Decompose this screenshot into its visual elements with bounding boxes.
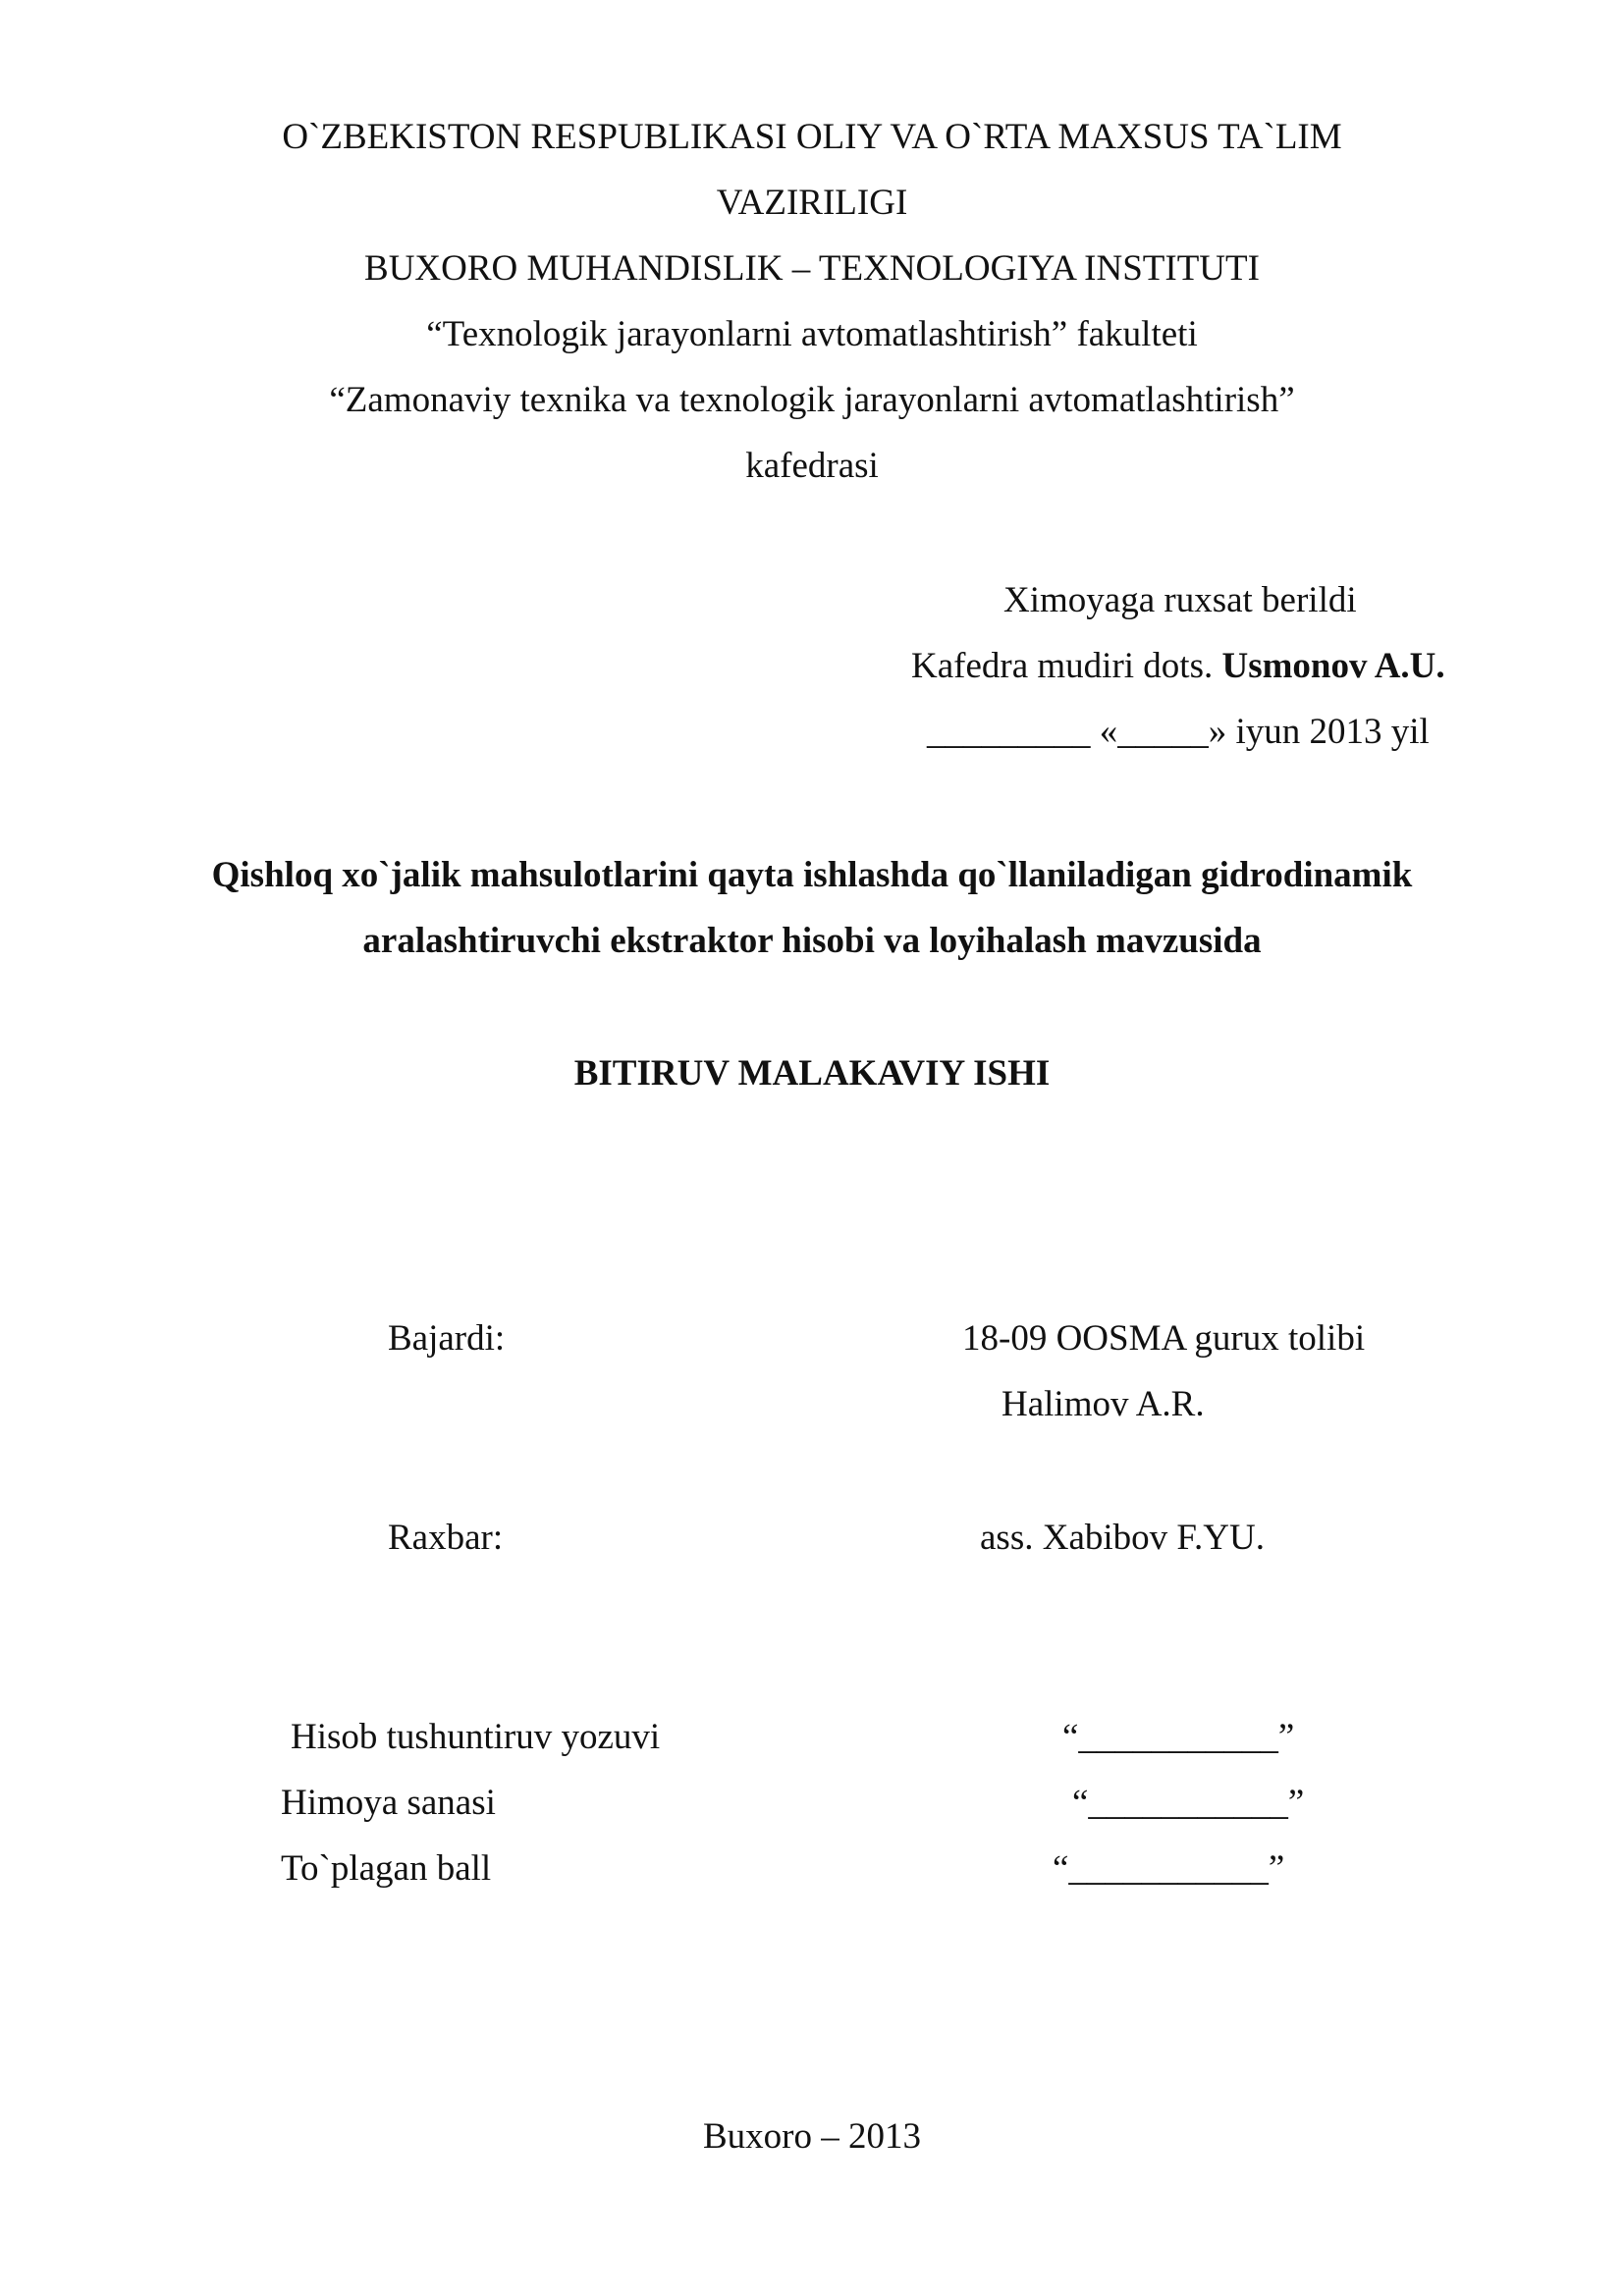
approval-line-1: Ximoyaga ruxsat berildi — [1003, 580, 1357, 620]
faculty-name: “Texnologik jarayonlarni avtomatlashtirish” fakulteti — [426, 314, 1198, 354]
department-head-name: Usmonov A.U. — [1221, 646, 1445, 686]
department-line-2: kafedrasi — [745, 446, 879, 486]
department-line-1: “Zamonaviy texnika va texnologik jarayonlarni avtomatlashtirish” — [329, 380, 1295, 420]
approval-date-line: _________ «_____» iyun 2013 yil — [927, 712, 1430, 752]
topic-line-1: Qishloq xo`jalik mahsulotlarini qayta ishlashda qo`llaniladigan gidrodinamik — [211, 855, 1413, 895]
evaluation-value-defense-date: “___________” — [1072, 1783, 1305, 1823]
ministry-line-2: VAZIRILIGI — [716, 183, 908, 223]
approval-title: Kafedra mudiri dots. — [911, 646, 1222, 686]
approval-line-2 — [911, 645, 1445, 688]
performer-label: Bajardi: — [388, 1318, 506, 1359]
evaluation-label-defense-date: Himoya sanasi — [281, 1783, 496, 1823]
evaluation-label-report: Hisob tushuntiruv yozuvi — [291, 1717, 661, 1757]
supervisor-label: Raxbar: — [388, 1518, 504, 1558]
topic-line-2: aralashtiruvchi ekstraktor hisobi va loyihalash mavzusida — [362, 921, 1262, 961]
institute-name: BUXORO MUHANDISLIK – TEXNOLOGIYA INSTITUTI — [364, 248, 1260, 289]
work-type-title: BITIRUV MALAKAVIY ISHI — [573, 1053, 1051, 1094]
supervisor-name: ass. Xabibov F.YU. — [980, 1518, 1265, 1558]
evaluation-value-score: “___________” — [1053, 1848, 1285, 1889]
performer-name: Halimov A.R. — [1001, 1384, 1205, 1424]
city-year-footer: Buxoro – 2013 — [703, 2116, 921, 2157]
performer-group: 18-09 OOSMA gurux tolibi — [962, 1318, 1366, 1359]
evaluation-value-report: “___________” — [1062, 1717, 1295, 1757]
evaluation-label-score: To`plagan ball — [281, 1848, 492, 1889]
ministry-line-1: O`ZBEKISTON RESPUBLIKASI OLIY VA O`RTA MAXSUS TA`LIM — [282, 117, 1342, 157]
